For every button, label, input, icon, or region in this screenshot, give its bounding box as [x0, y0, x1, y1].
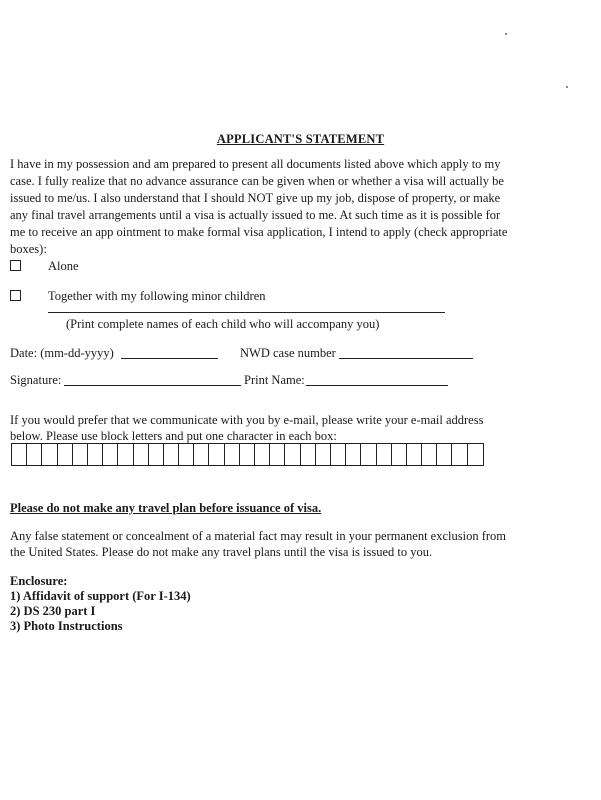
intro-line: me to receive an app ointment to make formal visa application, I intend to apply (check appropriate: [10, 225, 508, 239]
email-character-box[interactable]: [452, 444, 467, 465]
email-character-box[interactable]: [225, 444, 240, 465]
email-character-box[interactable]: [209, 444, 224, 465]
intro-line: boxes):: [10, 242, 47, 256]
email-character-box[interactable]: [331, 444, 346, 465]
email-character-box[interactable]: [134, 444, 149, 465]
email-character-box[interactable]: [301, 444, 316, 465]
email-character-box[interactable]: [270, 444, 285, 465]
travel-warning: Please do not make any travel plan before issuance of visa.: [10, 501, 322, 515]
date-field[interactable]: [121, 358, 218, 359]
email-character-box[interactable]: [377, 444, 392, 465]
email-character-box[interactable]: [316, 444, 331, 465]
disclaimer-line: Any false statement or concealment of a material fact may result in your permanent exclusion from: [10, 529, 506, 543]
intro-line: I have in my possession and am prepared to present all documents listed above which apply to my: [10, 157, 501, 171]
print-name-label: Print Name:: [244, 373, 305, 387]
with-children-label: Together with my following minor children: [48, 289, 266, 303]
email-character-box[interactable]: [42, 444, 57, 465]
email-character-box[interactable]: [179, 444, 194, 465]
statement-title: APPLICANT'S STATEMENT: [216, 132, 385, 146]
children-note: (Print complete names of each child who will accompany you): [66, 317, 380, 331]
email-character-box[interactable]: [12, 444, 27, 465]
intro-line: issued to me/us. I also understand that I should NOT give up my job, dispose of property, or make: [10, 191, 501, 205]
email-character-box[interactable]: [240, 444, 255, 465]
email-instruction-line: below. Please use block letters and put one character in each box:: [10, 429, 337, 443]
email-character-box[interactable]: [58, 444, 73, 465]
intro-line: any final travel arrangements until a visa is actually issued to me. At such time as it is possible for: [10, 208, 501, 222]
email-character-box[interactable]: [88, 444, 103, 465]
email-character-box[interactable]: [27, 444, 42, 465]
email-character-box[interactable]: [361, 444, 376, 465]
enclosure-heading: Enclosure:: [10, 574, 68, 588]
alone-label: Alone: [48, 259, 79, 273]
email-character-box[interactable]: [164, 444, 179, 465]
intro-line: case. I fully realize that no advance assurance can be given when or whether a visa will actually be: [10, 174, 504, 188]
intro-paragraph: [10, 156, 590, 258]
email-character-box[interactable]: [468, 444, 483, 465]
email-character-box[interactable]: [73, 444, 88, 465]
email-character-box[interactable]: [346, 444, 361, 465]
enclosure-item: 1) Affidavit of support (For I-134): [10, 589, 191, 603]
scan-speck: [505, 33, 507, 35]
email-character-box[interactable]: [149, 444, 164, 465]
scan-speck: [566, 86, 568, 88]
enclosure-item: 2) DS 230 part I: [10, 604, 96, 618]
email-character-box[interactable]: [422, 444, 437, 465]
date-label: Date: (mm-dd-yyyy): [10, 346, 114, 360]
print-name-field[interactable]: [306, 385, 448, 386]
email-instruction-line: If you would prefer that we communicate with you by e-mail, please write your e-mail address: [10, 413, 484, 427]
nwd-case-label: NWD case number: [240, 346, 336, 360]
email-character-box[interactable]: [194, 444, 209, 465]
email-character-box[interactable]: [392, 444, 407, 465]
email-character-box[interactable]: [118, 444, 133, 465]
disclaimer-line: the United States. Please do not make any travel plans until the visa is issued to you.: [10, 545, 433, 559]
email-character-box[interactable]: [285, 444, 300, 465]
email-character-box[interactable]: [255, 444, 270, 465]
email-character-box[interactable]: [103, 444, 118, 465]
email-character-box[interactable]: [407, 444, 422, 465]
enclosure-item: 3) Photo Instructions: [10, 619, 123, 633]
with-children-checkbox[interactable]: [10, 290, 21, 301]
signature-label: Signature:: [10, 373, 62, 387]
signature-field[interactable]: [64, 385, 241, 386]
children-names-line[interactable]: [48, 312, 445, 313]
email-character-boxes[interactable]: [11, 443, 484, 466]
nwd-case-field[interactable]: [339, 358, 473, 359]
email-character-box[interactable]: [437, 444, 452, 465]
alone-checkbox[interactable]: [10, 260, 21, 271]
